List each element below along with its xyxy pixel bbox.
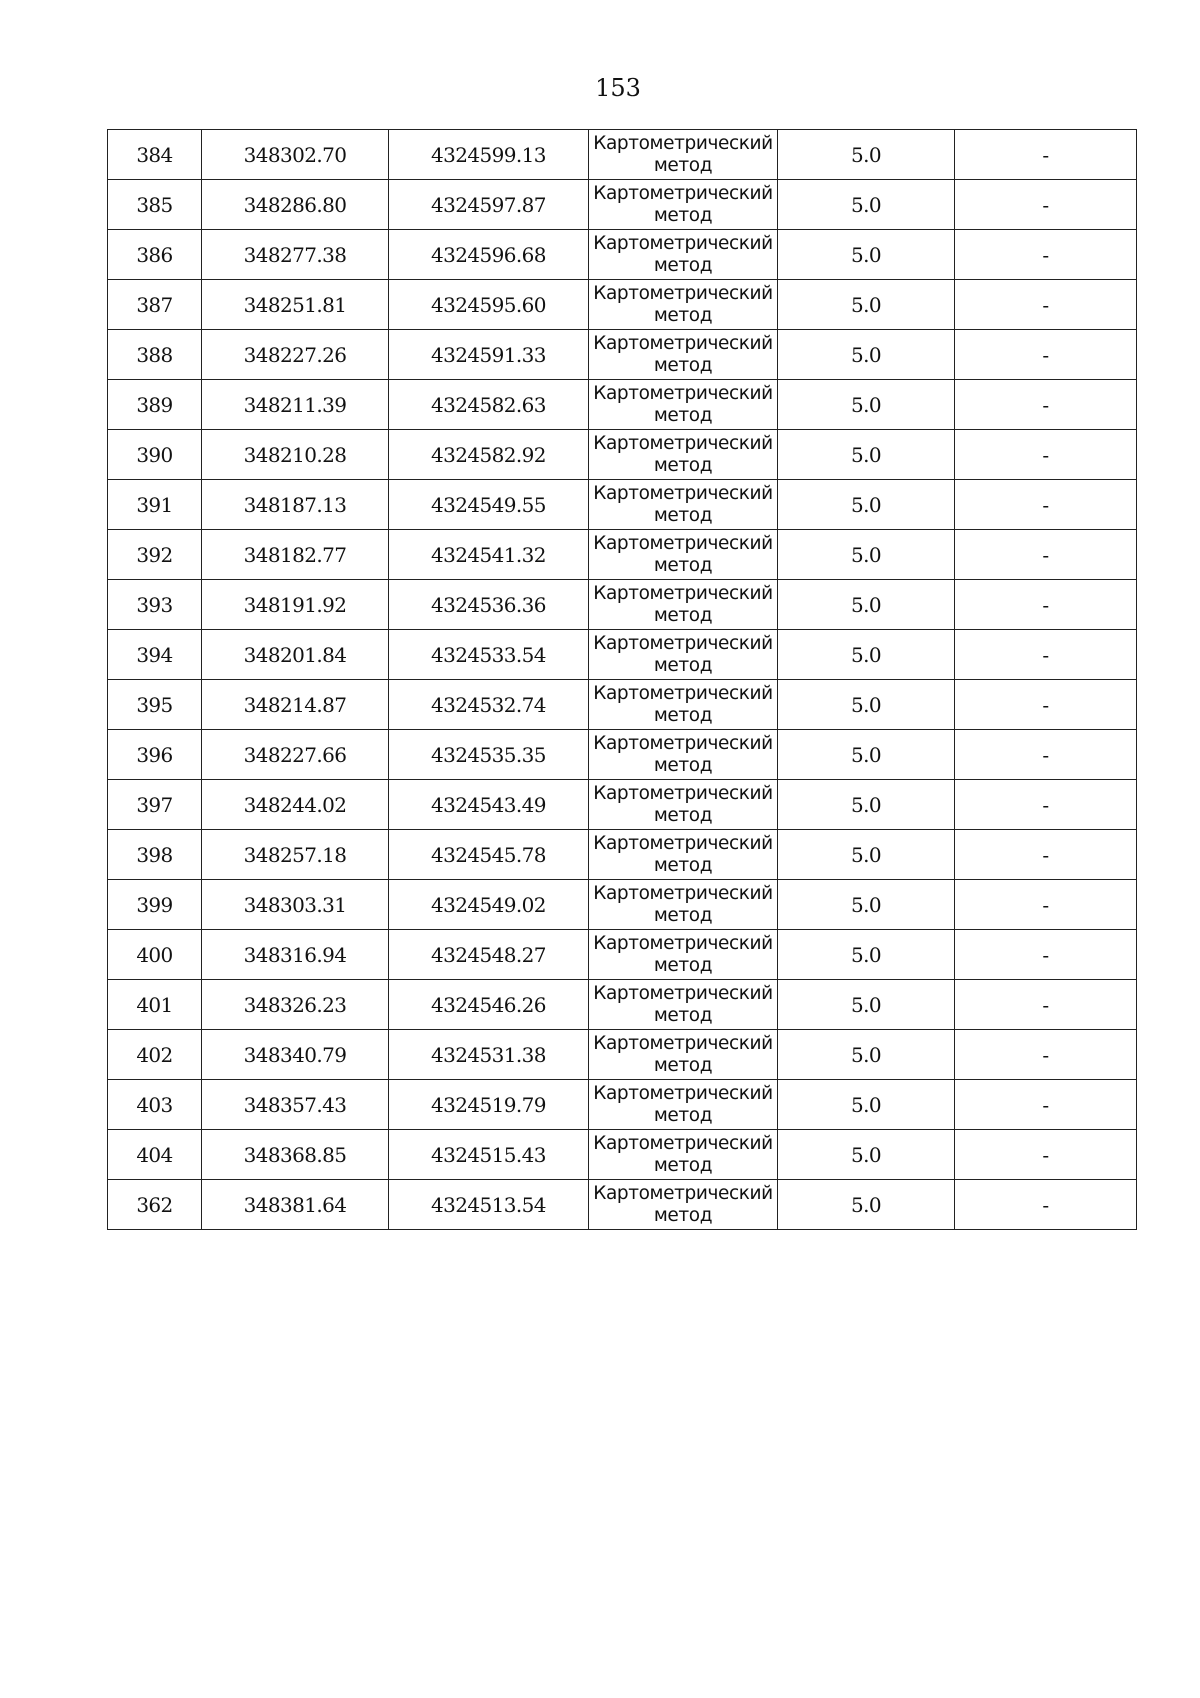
- coordinates-table: [107, 129, 1137, 1230]
- accuracy-cell: 5.0: [778, 630, 955, 680]
- point-number-cell: 398: [108, 830, 202, 880]
- accuracy-cell: 5.0: [778, 1030, 955, 1080]
- x-coordinate-cell: 348244.02: [202, 780, 389, 830]
- table-row: [108, 780, 1137, 830]
- note-cell: -: [955, 930, 1137, 980]
- x-coordinate-cell: 348302.70: [202, 130, 389, 180]
- x-coordinate-cell: 348210.28: [202, 430, 389, 480]
- y-coordinate-cell: 4324599.13: [389, 130, 589, 180]
- y-coordinate-cell: 4324519.79: [389, 1080, 589, 1130]
- x-coordinate-cell: 348211.39: [202, 380, 389, 430]
- x-coordinate-cell: 348182.77: [202, 530, 389, 580]
- point-number-cell: 402: [108, 1030, 202, 1080]
- table-row: [108, 1080, 1137, 1130]
- method-label-line2: метод: [653, 205, 713, 226]
- table-row: [108, 1180, 1137, 1230]
- x-coordinate-cell: 348286.80: [202, 180, 389, 230]
- y-coordinate-cell: 4324549.02: [389, 880, 589, 930]
- method-label-line2: метод: [653, 1155, 713, 1176]
- accuracy-cell: 5.0: [778, 780, 955, 830]
- x-coordinate-cell: 348227.26: [202, 330, 389, 380]
- table-row: [108, 480, 1137, 530]
- accuracy-cell: 5.0: [778, 330, 955, 380]
- y-coordinate-cell: 4324548.27: [389, 930, 589, 980]
- method-label-line2: метод: [653, 755, 713, 776]
- note-cell: -: [955, 230, 1137, 280]
- x-coordinate-cell: 348303.31: [202, 880, 389, 930]
- method-cell: [589, 780, 778, 830]
- note-cell: -: [955, 180, 1137, 230]
- method-label-line1: Картометрический: [593, 783, 773, 804]
- x-coordinate-cell: 348187.13: [202, 480, 389, 530]
- method-label-line2: метод: [653, 1105, 713, 1126]
- table-row: [108, 580, 1137, 630]
- table-row: [108, 730, 1137, 780]
- y-coordinate-cell: 4324582.92: [389, 430, 589, 480]
- page-number: 153: [595, 74, 641, 102]
- method-cell: [589, 1180, 778, 1230]
- table-row: [108, 130, 1137, 180]
- y-coordinate-cell: 4324541.32: [389, 530, 589, 580]
- method-cell: [589, 280, 778, 330]
- x-coordinate-cell: 348227.66: [202, 730, 389, 780]
- accuracy-cell: 5.0: [778, 180, 955, 230]
- y-coordinate-cell: 4324591.33: [389, 330, 589, 380]
- point-number-cell: 388: [108, 330, 202, 380]
- method-cell: [589, 1080, 778, 1130]
- x-coordinate-cell: 348368.85: [202, 1130, 389, 1180]
- point-number-cell: 385: [108, 180, 202, 230]
- method-label-line2: метод: [653, 605, 713, 626]
- note-cell: -: [955, 1130, 1137, 1180]
- table-row: [108, 430, 1137, 480]
- note-cell: -: [955, 880, 1137, 930]
- y-coordinate-cell: 4324536.36: [389, 580, 589, 630]
- table-body: [108, 130, 1137, 1230]
- method-label-line2: метод: [653, 705, 713, 726]
- method-label-line2: метод: [653, 1205, 713, 1226]
- method-label-line1: Картометрический: [593, 583, 773, 604]
- table-row: [108, 680, 1137, 730]
- method-label-line1: Картометрический: [593, 333, 773, 354]
- method-cell: [589, 380, 778, 430]
- method-label-line2: метод: [653, 1055, 713, 1076]
- note-cell: -: [955, 430, 1137, 480]
- note-cell: -: [955, 680, 1137, 730]
- y-coordinate-cell: 4324535.35: [389, 730, 589, 780]
- method-cell: [589, 980, 778, 1030]
- y-coordinate-cell: 4324532.74: [389, 680, 589, 730]
- method-label-line1: Картометрический: [593, 1033, 773, 1054]
- point-number-cell: 391: [108, 480, 202, 530]
- point-number-cell: 394: [108, 630, 202, 680]
- x-coordinate-cell: 348326.23: [202, 980, 389, 1030]
- accuracy-cell: 5.0: [778, 980, 955, 1030]
- accuracy-cell: 5.0: [778, 680, 955, 730]
- method-label-line2: метод: [653, 505, 713, 526]
- note-cell: -: [955, 280, 1137, 330]
- method-label-line1: Картометрический: [593, 933, 773, 954]
- point-number-cell: 393: [108, 580, 202, 630]
- table-row: [108, 1130, 1137, 1180]
- method-label-line1: Картометрический: [593, 633, 773, 654]
- point-number-cell: 403: [108, 1080, 202, 1130]
- x-coordinate-cell: 348214.87: [202, 680, 389, 730]
- method-cell: [589, 330, 778, 380]
- point-number-cell: 384: [108, 130, 202, 180]
- table-row: [108, 930, 1137, 980]
- x-coordinate-cell: 348257.18: [202, 830, 389, 880]
- accuracy-cell: 5.0: [778, 1180, 955, 1230]
- note-cell: -: [955, 1080, 1137, 1130]
- method-cell: [589, 530, 778, 580]
- method-label-line1: Картометрический: [593, 1133, 773, 1154]
- accuracy-cell: 5.0: [778, 530, 955, 580]
- note-cell: -: [955, 1030, 1137, 1080]
- table-row: [108, 630, 1137, 680]
- point-number-cell: 404: [108, 1130, 202, 1180]
- y-coordinate-cell: 4324596.68: [389, 230, 589, 280]
- note-cell: -: [955, 130, 1137, 180]
- point-number-cell: 362: [108, 1180, 202, 1230]
- point-number-cell: 392: [108, 530, 202, 580]
- method-cell: [589, 580, 778, 630]
- method-label-line1: Картометрический: [593, 683, 773, 704]
- table-row: [108, 330, 1137, 380]
- y-coordinate-cell: 4324513.54: [389, 1180, 589, 1230]
- accuracy-cell: 5.0: [778, 580, 955, 630]
- method-label-line1: Картометрический: [593, 983, 773, 1004]
- accuracy-cell: 5.0: [778, 1080, 955, 1130]
- method-cell: [589, 880, 778, 930]
- table-row: [108, 880, 1137, 930]
- note-cell: -: [955, 630, 1137, 680]
- note-cell: -: [955, 980, 1137, 1030]
- method-label-line1: Картометрический: [593, 433, 773, 454]
- method-label-line2: метод: [653, 405, 713, 426]
- point-number-cell: 401: [108, 980, 202, 1030]
- x-coordinate-cell: 348381.64: [202, 1180, 389, 1230]
- method-label-line2: метод: [653, 1005, 713, 1026]
- method-cell: [589, 430, 778, 480]
- x-coordinate-cell: 348316.94: [202, 930, 389, 980]
- method-label-line1: Картометрический: [593, 883, 773, 904]
- note-cell: -: [955, 480, 1137, 530]
- method-label-line2: метод: [653, 455, 713, 476]
- accuracy-cell: 5.0: [778, 130, 955, 180]
- table-row: [108, 1030, 1137, 1080]
- y-coordinate-cell: 4324515.43: [389, 1130, 589, 1180]
- table-row: [108, 980, 1137, 1030]
- method-label-line2: метод: [653, 555, 713, 576]
- y-coordinate-cell: 4324595.60: [389, 280, 589, 330]
- method-label-line2: метод: [653, 655, 713, 676]
- x-coordinate-cell: 348201.84: [202, 630, 389, 680]
- accuracy-cell: 5.0: [778, 230, 955, 280]
- y-coordinate-cell: 4324531.38: [389, 1030, 589, 1080]
- table-row: [108, 380, 1137, 430]
- table-row: [108, 230, 1137, 280]
- point-number-cell: 386: [108, 230, 202, 280]
- point-number-cell: 390: [108, 430, 202, 480]
- table-row: [108, 180, 1137, 230]
- method-label-line2: метод: [653, 955, 713, 976]
- table-row: [108, 830, 1137, 880]
- method-cell: [589, 830, 778, 880]
- method-label-line2: метод: [653, 355, 713, 376]
- note-cell: -: [955, 780, 1137, 830]
- point-number-cell: 389: [108, 380, 202, 430]
- method-label-line2: метод: [653, 905, 713, 926]
- method-label-line2: метод: [653, 855, 713, 876]
- method-cell: [589, 1030, 778, 1080]
- x-coordinate-cell: 348251.81: [202, 280, 389, 330]
- method-cell: [589, 130, 778, 180]
- method-label-line1: Картометрический: [593, 1183, 773, 1204]
- y-coordinate-cell: 4324597.87: [389, 180, 589, 230]
- point-number-cell: 400: [108, 930, 202, 980]
- table-row: [108, 530, 1137, 580]
- accuracy-cell: 5.0: [778, 480, 955, 530]
- accuracy-cell: 5.0: [778, 280, 955, 330]
- note-cell: -: [955, 730, 1137, 780]
- accuracy-cell: 5.0: [778, 880, 955, 930]
- method-label-line1: Картометрический: [593, 483, 773, 504]
- method-label-line1: Картометрический: [593, 133, 773, 154]
- note-cell: -: [955, 830, 1137, 880]
- method-label-line2: метод: [653, 255, 713, 276]
- accuracy-cell: 5.0: [778, 1130, 955, 1180]
- point-number-cell: 397: [108, 780, 202, 830]
- point-number-cell: 396: [108, 730, 202, 780]
- note-cell: -: [955, 580, 1137, 630]
- accuracy-cell: 5.0: [778, 380, 955, 430]
- x-coordinate-cell: 348357.43: [202, 1080, 389, 1130]
- method-label-line1: Картометрический: [593, 233, 773, 254]
- note-cell: -: [955, 380, 1137, 430]
- x-coordinate-cell: 348191.92: [202, 580, 389, 630]
- x-coordinate-cell: 348277.38: [202, 230, 389, 280]
- method-label-line2: метод: [653, 805, 713, 826]
- table-row: [108, 280, 1137, 330]
- accuracy-cell: 5.0: [778, 930, 955, 980]
- method-label-line1: Картометрический: [593, 183, 773, 204]
- method-label-line2: метод: [653, 305, 713, 326]
- method-label-line1: Картометрический: [593, 1083, 773, 1104]
- method-cell: [589, 1130, 778, 1180]
- method-cell: [589, 230, 778, 280]
- method-label-line1: Картометрический: [593, 283, 773, 304]
- accuracy-cell: 5.0: [778, 730, 955, 780]
- note-cell: -: [955, 330, 1137, 380]
- note-cell: -: [955, 1180, 1137, 1230]
- y-coordinate-cell: 4324533.54: [389, 630, 589, 680]
- accuracy-cell: 5.0: [778, 430, 955, 480]
- method-cell: [589, 930, 778, 980]
- point-number-cell: 399: [108, 880, 202, 930]
- point-number-cell: 387: [108, 280, 202, 330]
- x-coordinate-cell: 348340.79: [202, 1030, 389, 1080]
- y-coordinate-cell: 4324543.49: [389, 780, 589, 830]
- method-label-line2: метод: [653, 155, 713, 176]
- method-cell: [589, 480, 778, 530]
- method-label-line1: Картометрический: [593, 533, 773, 554]
- y-coordinate-cell: 4324545.78: [389, 830, 589, 880]
- y-coordinate-cell: 4324582.63: [389, 380, 589, 430]
- method-cell: [589, 730, 778, 780]
- method-cell: [589, 630, 778, 680]
- method-label-line1: Картометрический: [593, 833, 773, 854]
- method-label-line1: Картометрический: [593, 383, 773, 404]
- y-coordinate-cell: 4324549.55: [389, 480, 589, 530]
- accuracy-cell: 5.0: [778, 830, 955, 880]
- y-coordinate-cell: 4324546.26: [389, 980, 589, 1030]
- method-cell: [589, 180, 778, 230]
- point-number-cell: 395: [108, 680, 202, 730]
- method-label-line1: Картометрический: [593, 733, 773, 754]
- note-cell: -: [955, 530, 1137, 580]
- method-cell: [589, 680, 778, 730]
